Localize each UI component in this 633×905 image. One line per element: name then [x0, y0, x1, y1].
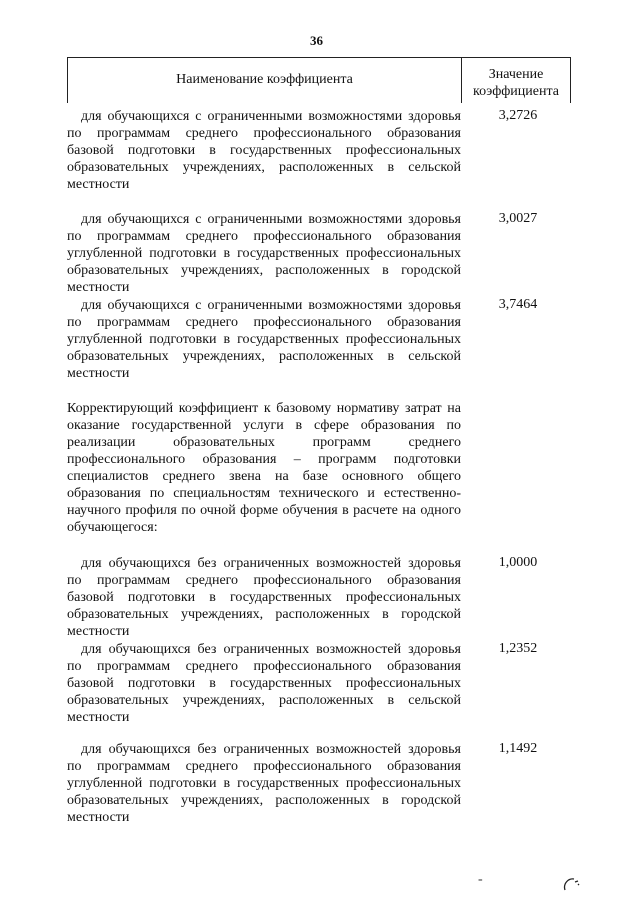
coefficient-value: 1,2352: [498, 641, 538, 656]
coefficient-value: 3,0027: [498, 211, 538, 226]
coefficient-value: 1,1492: [498, 741, 538, 756]
coefficient-value: 3,2726: [498, 108, 538, 123]
table-row: [67, 297, 461, 382]
header-name-column: Наименование коэффициента: [176, 72, 353, 87]
coefficient-value: 3,7464: [498, 297, 538, 312]
page-number: 36: [310, 33, 323, 48]
table-row: [67, 741, 461, 826]
table-row: [67, 641, 461, 726]
footer-mark: -: [478, 872, 483, 887]
coefficient-section-title: Корректирующий коэффициент к базовому нормативу затрат на оказание государственной услуги в сфере образования по реализации образовательных программ среднего профессионального образования – программ подготовки специалистов среднего звена на базе основного общего образования по специальностям технического и естественно-научного профиля по очной форме обучения в расчете на одного обучающегося:: [67, 401, 461, 535]
initials-mark: [560, 876, 584, 894]
table-row: [67, 400, 461, 536]
header-value-line1: Значение: [488, 67, 544, 82]
coefficient-name: для обучающихся без ограниченных возможностей здоровья по программам среднего профессионального образования базовой подготовки в государственных профессиональных образовательных учреждениях, расположенных в городской местности: [67, 556, 461, 639]
header-value-column: [462, 66, 570, 100]
table-header: [67, 57, 571, 103]
table-row: [67, 211, 461, 296]
table-row: [67, 108, 461, 193]
coefficient-name: для обучающихся без ограниченных возможностей здоровья по программам среднего профессионального образования базовой подготовки в государственных профессиональных образовательных учреждениях, расположенных в сельской местности: [67, 642, 461, 725]
table-row: [67, 555, 461, 640]
coefficient-name: для обучающихся без ограниченных возможностей здоровья по программам среднего профессионального образования углубленной подготовки в государственных профессиональных образовательных учреждениях, расположенных в городской местности: [67, 742, 461, 825]
coefficient-name: для обучающихся с ограниченными возможностями здоровья по программам среднего профессионального образования углубленной подготовки в государственных профессиональных образовательных учреждениях, расположенных в городской местности: [67, 212, 461, 295]
header-value-line2: коэффициента: [473, 84, 559, 99]
coefficient-name: для обучающихся с ограниченными возможностями здоровья по программам среднего профессионального образования базовой подготовки в государственных профессиональных образовательных учреждениях, расположенных в сельской местности: [67, 109, 461, 192]
coefficient-value: 1,0000: [498, 555, 538, 570]
coefficient-name: для обучающихся с ограниченными возможностями здоровья по программам среднего профессионального образования углубленной подготовки в государственных профессиональных образовательных учреждениях, расположенных в сельской местности: [67, 298, 461, 381]
